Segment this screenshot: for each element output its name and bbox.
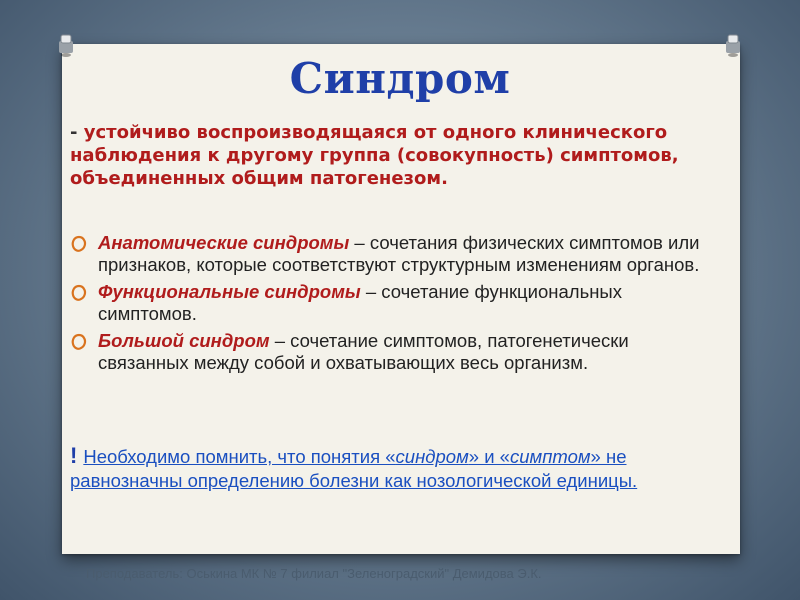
note-text	[70, 444, 710, 493]
syndrome-types-list	[70, 232, 710, 379]
note-em-symptom: симптом	[509, 446, 591, 467]
note-part1: Необходимо помнить, что понятия «	[83, 446, 396, 467]
definition-dash: -	[70, 122, 84, 143]
bullet-term: Анатомические синдромы	[98, 232, 350, 253]
bullet-icon	[70, 333, 88, 351]
bullet-text: – сочетания физических симптомов или признаков, которые соответствуют структурным изменениям органов.	[98, 232, 700, 275]
slide-title: Синдром	[289, 54, 511, 103]
bullet-text: – сочетание функциональных симптомов.	[98, 281, 622, 324]
definition-text	[70, 121, 710, 190]
list-item	[70, 281, 710, 325]
bullet-term: Функциональные синдромы	[98, 281, 361, 302]
list-item	[70, 232, 710, 276]
note-part3: » не равнозначны определению болезни как нозологической единицы.	[70, 446, 638, 491]
note-link[interactable]	[70, 446, 637, 491]
exclamation-mark: !	[70, 443, 78, 468]
bullet-icon	[70, 235, 88, 253]
footer-text: Преподаватель: Оськина МК № 7 филиал "Зеленоградский" Демидова Э.К.	[86, 566, 542, 581]
list-item	[70, 330, 710, 374]
note-em-syndrome: синдром	[395, 446, 469, 467]
note-part2: » и «	[468, 446, 510, 467]
bullet-icon	[70, 284, 88, 302]
bullet-text: – сочетание симптомов, патогенетически связанных между собой и охватывающих весь организм.	[98, 330, 629, 373]
definition-body: устойчиво воспроизводящаяся от одного клинического наблюдения к другому группа (совокупность) симптомов, объединенных общим патогенезом.	[70, 122, 679, 189]
bullet-term: Большой синдром	[98, 330, 270, 351]
